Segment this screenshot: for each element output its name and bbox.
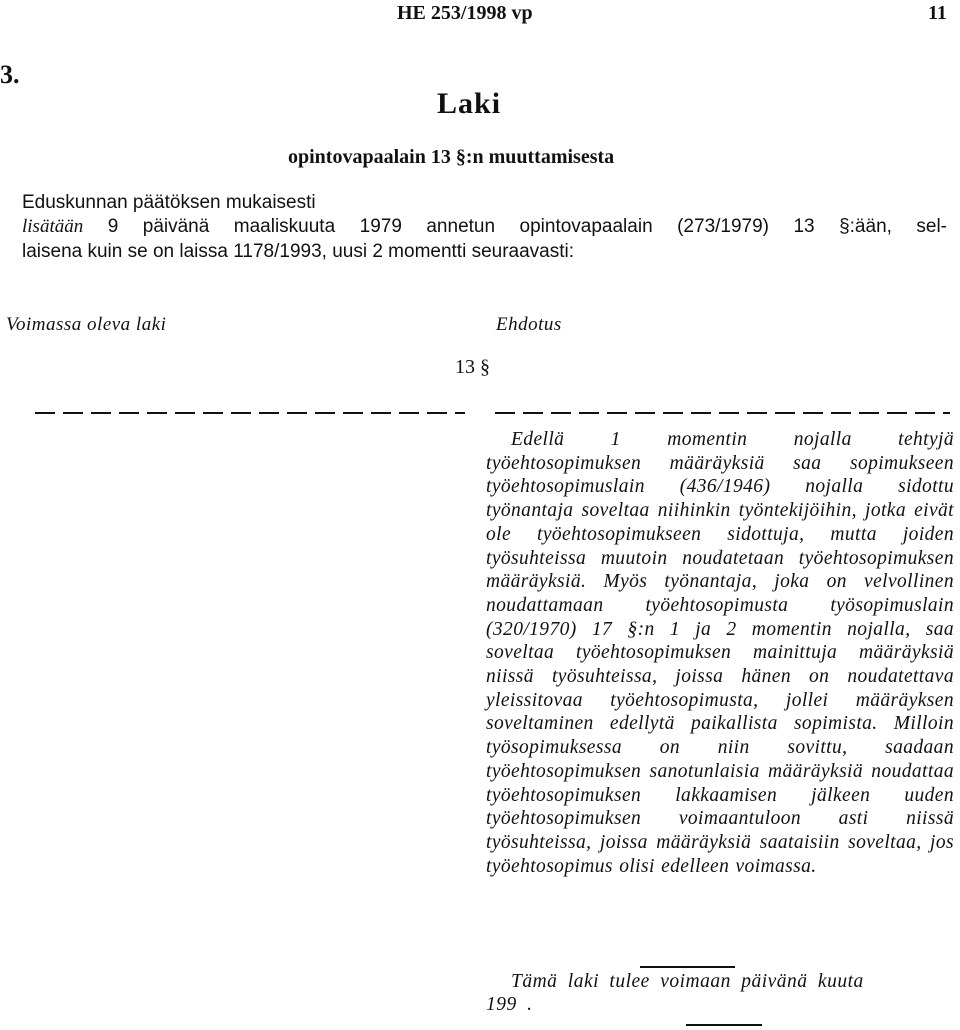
right-omission-dashes xyxy=(495,412,950,414)
closing-paragraph xyxy=(486,970,954,1016)
intro-line-3: laisena kuin se on laissa 1178/1993, uusi 2 momentti seuraavasti: xyxy=(22,241,575,262)
proposal-paragraph xyxy=(486,428,954,878)
closing-line-2: 199 . xyxy=(486,994,533,1015)
current-law-heading: Voimassa oleva laki xyxy=(6,314,167,335)
document-id: HE 253/1998 vp xyxy=(397,2,533,24)
section-mark: 13 § xyxy=(455,356,490,378)
law-subtitle: opintovapaalain 13 §:n muuttamisesta xyxy=(288,146,615,168)
closing-line-1: Tämä laki tulee voimaan päivänä kuuta xyxy=(511,971,864,992)
intro-italic-verb: lisätään xyxy=(22,216,84,237)
section-number: 3. xyxy=(0,60,20,89)
left-omission-dashes xyxy=(35,412,465,414)
separator-rule xyxy=(640,966,735,968)
law-title: Laki xyxy=(437,87,502,120)
page-number: 11 xyxy=(928,2,947,24)
proposal-heading: Ehdotus xyxy=(496,314,562,335)
intro-line-2-rest: 9 päivänä maaliskuuta 1979 annetun opintovapaalain (273/1979) 13 §:ään, sel- xyxy=(83,216,947,237)
proposal-text: Edellä 1 momentin nojalla tehtyjä työehtosopimuksen määräyksiä saa sopimukseen työehtosopimuslain (436/1946) nojalla sidottu työnantaja soveltaa niihinkin työntekijöihin, jotka eivät ole työehtosopimukseen sidottuja, mutta joiden työsuhteissa muutoin noudatetaan työehtosopimuksen määräyksiä. Myös työnantaja, joka on velvollinen noudattamaan työehtosopimusta työsopimuslain (320/1970) 17 §:n 1 ja 2 momentin nojalla, saa soveltaa työehtosopimuksen mainittuja määräyksiä niissä työsuhteissa, joissa hänen on noudatettava yleissitovaa työehtosopimusta, jollei määräyksen soveltaminen edellytä paikallista sopimista. Milloin työsopimuksessa on niin sovittu, saadaan työehtosopimuksen sanotunlaisia määräyksiä noudattaa työehtosopimuksen lakkaamisen jälkeen uuden työehtosopimuksen voimaantuloon asti niissä työsuhteissa, joissa määräyksiä saataisiin soveltaa, jos työehtosopimus olisi edelleen voimassa. xyxy=(486,429,954,877)
intro-line-1: Eduskunnan päätöksen mukaisesti xyxy=(22,192,316,213)
end-rule xyxy=(686,1024,762,1026)
intro-line-2 xyxy=(22,216,947,238)
